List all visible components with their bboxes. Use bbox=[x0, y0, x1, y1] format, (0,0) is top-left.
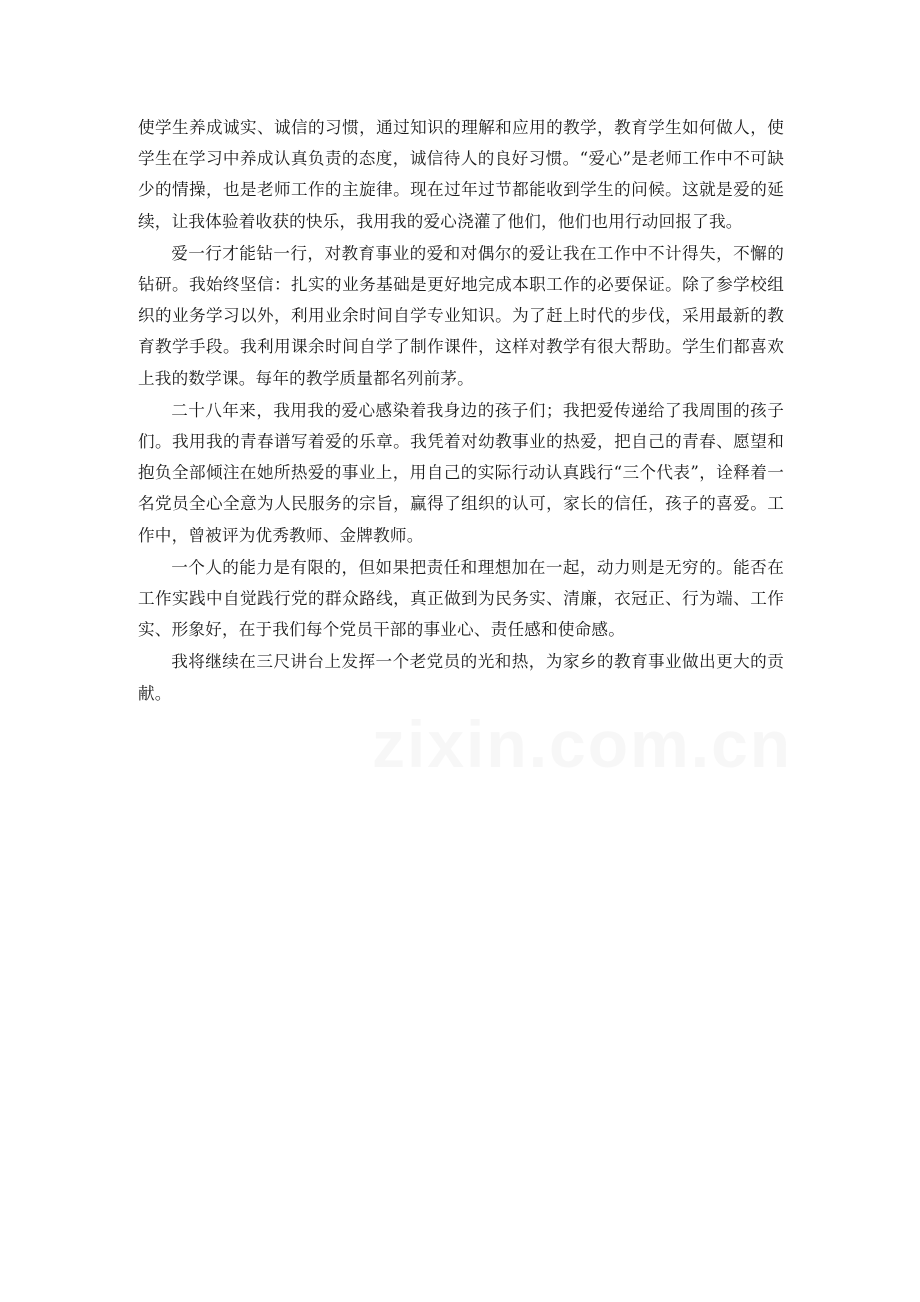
paragraph-4: 一个人的能力是有限的，但如果把责任和理想加在一起，动力则是无穷的。能否在工作实践中自觉践行党的群众路线，真正做到为民务实、清廉，衣冠正、行为端、工作实、形象好，在于我们每个党员干部的事业心、责任感和使命感。 bbox=[138, 557, 784, 640]
paragraph-5: 我将继续在三尺讲台上发挥一个老党员的光和热，为家乡的教育事业做出更大的贡献。 bbox=[138, 652, 784, 703]
paragraph-3: 二十八年来，我用我的爱心感染着我身边的孩子们；我把爱传递给了我周围的孩子们。我用我的青春谱写着爱的乐章。我凭着对幼教事业的热爱，把自己的青春、愿望和抱负全部倾注在她所热爱的事业上，用自己的实际行动认真践行“三个代表”，诠释着一名党员全心全意为人民服务的宗旨，赢得了组织的认可，家长的信任，孩子的喜爱。工作中，曾被评为优秀教师、金牌教师。 bbox=[138, 400, 784, 545]
watermark: zixin.com.cn bbox=[372, 707, 793, 781]
paragraph-1: 使学生养成诚实、诚信的习惯，通过知识的理解和应用的教学，教育学生如何做人，使学生在学习中养成认真负责的态度，诚信待人的良好习惯。“爱心”是老师工作中不可缺少的情操，也是老师工作的主旋律。现在过年过节都能收到学生的问候。这就是爱的延续，让我体验着收获的快乐，我用我的爱心浇灌了他们，他们也用行动回报了我。 bbox=[138, 118, 784, 231]
document-page bbox=[138, 112, 784, 710]
paragraph-2: 爱一行才能钻一行，对教育事业的爱和对偶尔的爱让我在工作中不计得失，不懈的钻研。我始终坚信：扎实的业务基础是更好地完成本职工作的必要保证。除了参学校组织的业务学习以外，利用业余时间自学专业知识。为了赶上时代的步伐，采用最新的教育教学手段。我利用课余时间自学了制作课件，这样对教学有很大帮助。学生们都喜欢上我的数学课。每年的教学质量都名列前茅。 bbox=[138, 243, 784, 388]
